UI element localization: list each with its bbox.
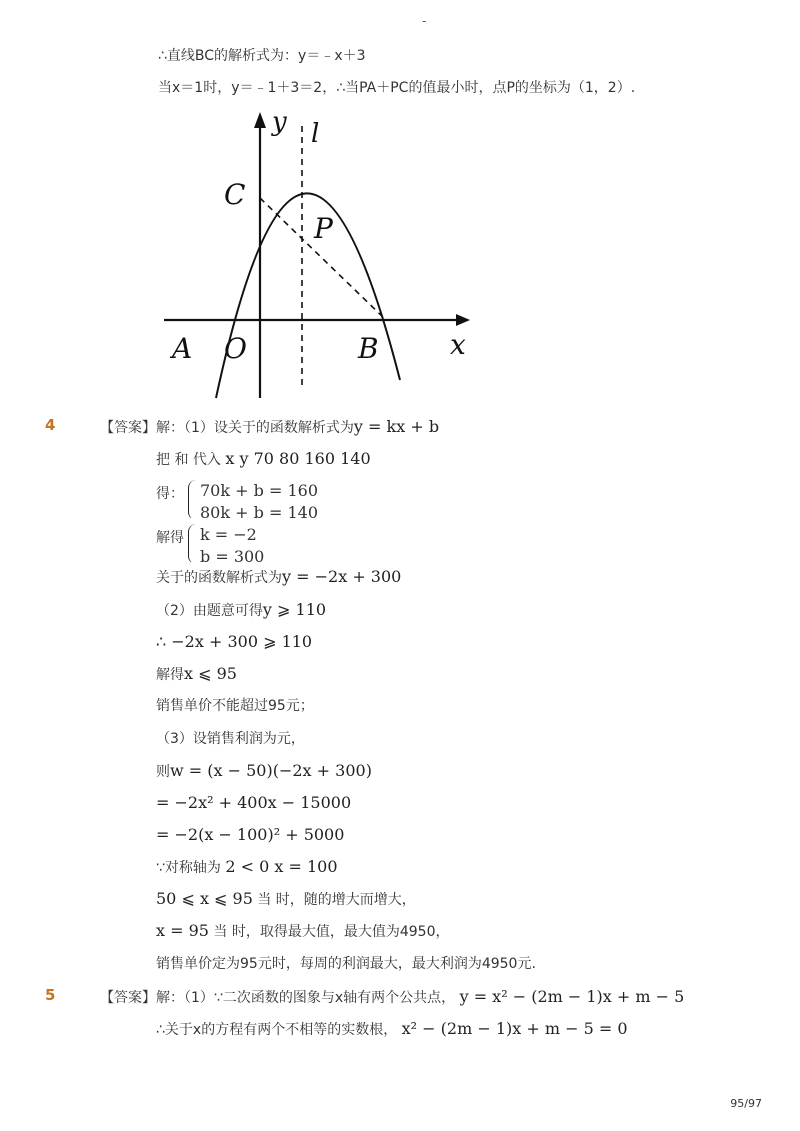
q4-l1-text: 解：（1）设关于的函数解析式为 (156, 420, 354, 436)
page-number: 95/97 (730, 1097, 762, 1110)
q4-l14-math: 2 < 0 x = 100 (225, 857, 338, 876)
label-o: O (224, 332, 247, 365)
q4-line-10: （3）设销售利润为元， (156, 731, 305, 747)
q4-line-6 (156, 600, 326, 621)
q4-line-9: 销售单价不能超过95元； (156, 698, 314, 714)
q4-line-13 (156, 825, 344, 846)
question-number-4: 4 (45, 416, 56, 434)
q5-line-2 (156, 1019, 628, 1040)
solution-line-point-p: 当x＝1时，y＝﹣1＋3＝2，∴当PA＋PC的值最小时，点P的坐标为（1，2）. (158, 80, 636, 96)
q4-line-8 (156, 664, 237, 685)
q4-l8-text: 解得 (156, 667, 184, 683)
q4-l11-math: w = (x − 50)(−2x + 300) (170, 761, 372, 780)
parabola-curve (216, 193, 400, 398)
q4-l14-text: ∵对称轴为 (156, 860, 221, 876)
q4-l5-math: y = −2x + 300 (282, 567, 402, 586)
q5-l1-text: 解：（1）∵二次函数的图象与x轴有两个公共点， (156, 990, 456, 1006)
header-mark: - (422, 14, 427, 28)
answer-tag: 【答案】 (100, 420, 156, 436)
q5-l2-math: x² − (2m − 1)x + m − 5 = 0 (401, 1019, 628, 1038)
q4-l6-text: （2）由题意可得 (156, 603, 263, 619)
label-x: x (450, 328, 466, 361)
label-l: l (311, 119, 320, 149)
q4-l2-text: 把 和 代入 (156, 452, 221, 468)
q4-l13-math: = −2(x − 100)² + 5000 (156, 825, 345, 844)
label-b: B (358, 332, 379, 365)
x-axis-arrow (456, 314, 470, 326)
q4-system-1-row-2: 80k + b = 140 (200, 503, 318, 518)
label-y: y (272, 107, 287, 137)
label-p: P (314, 212, 333, 245)
q4-line-4-label: 解得 (156, 530, 184, 546)
question-number-5: 5 (45, 986, 56, 1004)
q4-line-17: 销售单价定为95元时，每周的利润最大，最大利润为4950元. (156, 956, 536, 972)
q4-l5-text: 关于的函数解析式为 (156, 570, 282, 586)
q4-line-12 (156, 793, 351, 814)
y-axis-arrow (254, 112, 266, 128)
q4-line-3-label: 得： (156, 486, 184, 502)
q4-l1-math: y = kx + b (353, 417, 440, 436)
q4-l12-math: = −2x² + 400x − 15000 (156, 793, 352, 812)
q4-system-1-row-1: 70k + b = 160 (200, 481, 318, 500)
q4-system-2 (188, 524, 308, 562)
q4-l2-math: x y 70 80 160 140 (225, 449, 371, 468)
q4-line-5 (156, 567, 401, 588)
parabola-graph (158, 106, 478, 402)
q4-line-7 (156, 632, 312, 653)
q4-l15-text: 当 时，随的增大而增大， (257, 892, 416, 908)
label-c: C (224, 178, 246, 211)
q5-l1-math: y = x² − (2m − 1)x + m − 5 (459, 987, 685, 1006)
q4-answer-line-1 (100, 417, 439, 438)
q4-l16-math: x = 95 (156, 921, 209, 940)
q4-system-1 (188, 480, 348, 518)
q4-line-15 (156, 889, 416, 910)
q4-system-2-row-1: k = −2 (200, 525, 257, 544)
q4-line-16 (156, 921, 450, 942)
q4-line-11 (156, 761, 372, 782)
label-a: A (172, 332, 193, 365)
q4-line-2 (156, 449, 371, 470)
q4-l11-text: 则 (156, 764, 170, 780)
q4-l6-math: y ⩾ 110 (262, 600, 327, 619)
q5-l2-text: ∴关于x的方程有两个不相等的实数根， (156, 1022, 398, 1038)
q4-line-14 (156, 857, 338, 878)
q5-answer-line-1 (100, 987, 684, 1008)
q4-l16-text: 当 时，取得最大值，最大值为4950， (213, 924, 450, 940)
answer-tag: 【答案】 (100, 990, 156, 1006)
q4-system-2-row-2: b = 300 (200, 547, 265, 562)
solution-line-bc: ∴直线BC的解析式为：y＝﹣x＋3 (158, 48, 366, 64)
q4-l7-math: ∴ −2x + 300 ⩾ 110 (156, 632, 313, 651)
q4-l15-math: 50 ⩽ x ⩽ 95 (156, 889, 253, 908)
q4-l8-math: x ⩽ 95 (184, 664, 237, 683)
